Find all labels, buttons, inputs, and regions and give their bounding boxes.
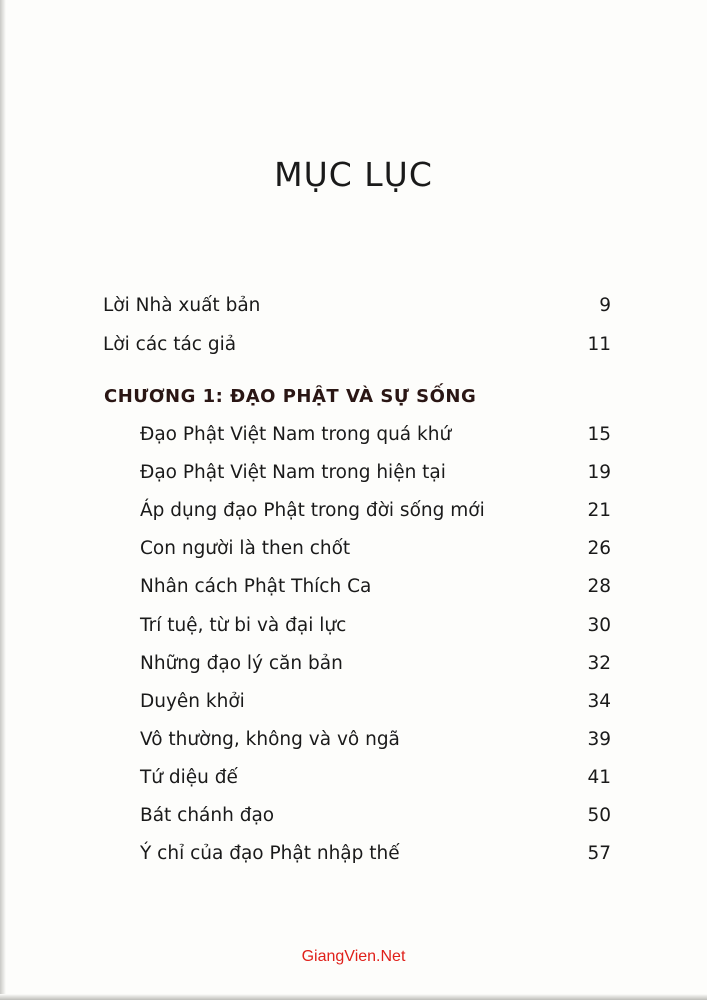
- toc-entry-label: Đạo Phật Việt Nam trong quá khứ: [140, 424, 452, 445]
- toc-entry-page: 57: [587, 843, 611, 865]
- toc-entry-label: Áp dụng đạo Phật trong đời sống mới: [140, 500, 485, 522]
- toc-entry: [0, 334, 707, 364]
- toc-entry-page: 19: [587, 462, 611, 484]
- toc-entry-page: 9: [599, 295, 611, 316]
- toc-entry-label: Vô thường, không và vô ngã: [140, 728, 400, 750]
- toc-entry: [0, 538, 707, 568]
- toc-entry-label: Duyên khởi: [140, 690, 245, 712]
- toc-entry-label: Lời các tác giả: [103, 334, 237, 355]
- toc-entry-page: 30: [587, 614, 611, 636]
- toc-entry-label: Con người là then chốt: [140, 538, 351, 560]
- toc-entry: [0, 843, 707, 873]
- toc-entry: [0, 500, 707, 530]
- toc-entry: [0, 691, 707, 721]
- toc-entry-label: Đạo Phật Việt Nam trong hiện tại: [140, 462, 446, 484]
- toc-entry: [0, 462, 707, 492]
- toc-entry-label: Bát chánh đạo: [140, 805, 275, 826]
- toc-entry-page: 32: [587, 652, 611, 674]
- watermark: GiangVien.Net: [301, 948, 406, 965]
- toc-entry-label: Nhân cách Phật Thích Ca: [140, 576, 372, 598]
- toc-entry-page: 11: [587, 334, 611, 355]
- toc-entry: [0, 653, 707, 683]
- toc-entry: [0, 615, 707, 645]
- toc-entry: [0, 295, 707, 325]
- toc-entry-page: 41: [587, 766, 611, 788]
- toc-entry: [0, 424, 707, 454]
- toc-entry: [0, 729, 707, 759]
- toc-entry-page: 26: [587, 538, 611, 560]
- toc-entry-page: 15: [587, 424, 611, 445]
- toc-entry-page: 21: [587, 500, 611, 522]
- page-bottom-shadow: [0, 994, 707, 1000]
- toc-entry-page: 34: [587, 690, 611, 712]
- toc-entry: [0, 767, 707, 797]
- toc-entry: [0, 576, 707, 606]
- chapter-heading: CHƯƠNG 1: ĐẠO PHẬT VÀ SỰ SỐNG: [104, 386, 477, 407]
- toc-entry-label: Ý chỉ của đạo Phật nhập thế: [140, 843, 400, 865]
- toc-entry-label: Những đạo lý căn bản: [140, 652, 343, 674]
- toc-entry-label: Lời Nhà xuất bản: [103, 295, 261, 316]
- toc-entry: [0, 805, 707, 835]
- page-title: MỤC LỤC: [274, 155, 433, 194]
- toc-entry-page: 50: [587, 805, 611, 826]
- toc-entry-label: Tứ diệu đế: [140, 766, 238, 788]
- toc-entry-page: 28: [587, 576, 611, 598]
- toc-entry-label: Trí tuệ, từ bi và đại lực: [140, 614, 347, 636]
- toc-entry-page: 39: [587, 728, 611, 750]
